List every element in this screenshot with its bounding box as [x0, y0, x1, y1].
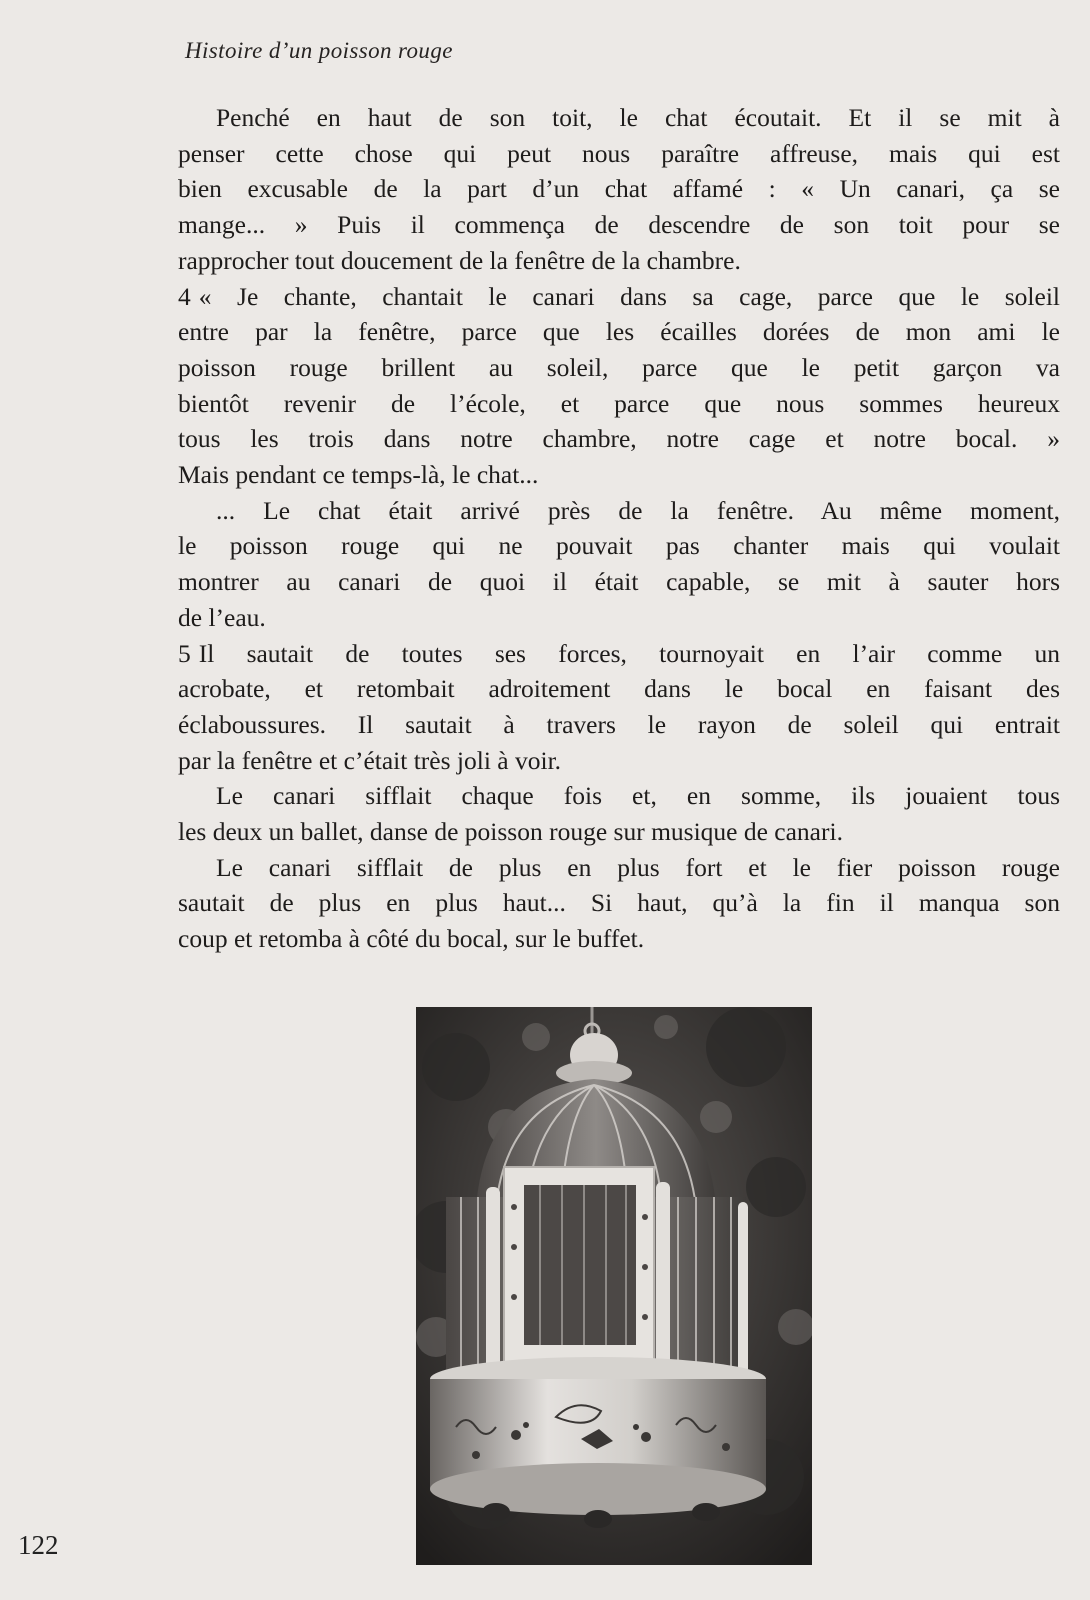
- paragraph-2: [178, 279, 1060, 493]
- paragraph-number: 4: [178, 281, 191, 311]
- text-line: Penché en haut de son toit, le chat écoutait. Et il se mit à: [216, 103, 1060, 132]
- text-line: bientôt revenir de l’école, et parce que nous sommes heureux: [178, 388, 1060, 418]
- text-line: Le canari sifflait chaque fois et, en somme, ils jouaient tous: [216, 781, 1060, 811]
- text-line: rapprocher tout doucement de la fenêtre de la chambre.: [178, 245, 741, 275]
- running-header: Histoire d’un poisson rouge: [185, 38, 453, 63]
- text-line: coup et retomba à côté du bocal, sur le buffet.: [178, 924, 645, 954]
- text-line: Mais pendant ce temps-là, le chat...: [178, 460, 539, 490]
- paragraph-4: [178, 636, 1060, 779]
- text-line: de l’eau.: [178, 602, 266, 632]
- text-line: Il sautait de toutes ses forces, tournoyait en l’air comme un: [198, 638, 1060, 668]
- birdcage-illustration: [416, 1007, 812, 1565]
- text-line: bien excusable de la part d’un chat affamé : « Un canari, ça se: [178, 174, 1060, 204]
- text-line: montrer au canari de quoi il était capable, se mit à sauter hors: [178, 567, 1060, 597]
- story-text: [178, 100, 1060, 957]
- text-line: entre par la fenêtre, parce que les écailles dorées de mon ami le: [178, 317, 1060, 347]
- text-line: acrobate, et retombait adroitement dans le bocal en faisant des: [178, 674, 1060, 704]
- text-line: par la fenêtre et c’était très joli à voir.: [178, 745, 562, 775]
- text-line: penser cette chose qui peut nous paraître affreuse, mais qui est: [178, 138, 1060, 168]
- text-line: le poisson rouge qui ne pouvait pas chanter mais qui voulait: [178, 531, 1060, 561]
- text-line: Le canari sifflait de plus en plus fort et le fier poisson rouge: [216, 852, 1060, 882]
- paragraph-6: [178, 850, 1060, 957]
- paragraph-number: 5: [178, 638, 191, 668]
- birdcage-photo: [416, 1007, 812, 1565]
- paragraph-5: [178, 778, 1060, 849]
- text-line: tous les trois dans notre chambre, notre cage et notre bocal. »: [178, 424, 1060, 454]
- paragraph-1: [178, 100, 1060, 279]
- paragraph-3: [178, 493, 1060, 636]
- text-line: les deux un ballet, danse de poisson rouge sur musique de canari.: [178, 817, 843, 847]
- text-line: poisson rouge brillent au soleil, parce que le petit garçon va: [178, 352, 1060, 382]
- text-line: ... Le chat était arrivé près de la fenêtre. Au même moment,: [216, 495, 1060, 525]
- text-line: éclaboussures. Il sautait à travers le rayon de soleil qui entrait: [178, 709, 1060, 739]
- text-line: « Je chante, chantait le canari dans sa cage, parce que le soleil: [198, 281, 1060, 311]
- text-line: mange... » Puis il commença de descendre de son toit pour se: [178, 210, 1060, 240]
- text-line: sautait de plus en plus haut... Si haut, qu’à la fin il manqua son: [178, 888, 1060, 918]
- page-number: 122: [18, 1530, 59, 1560]
